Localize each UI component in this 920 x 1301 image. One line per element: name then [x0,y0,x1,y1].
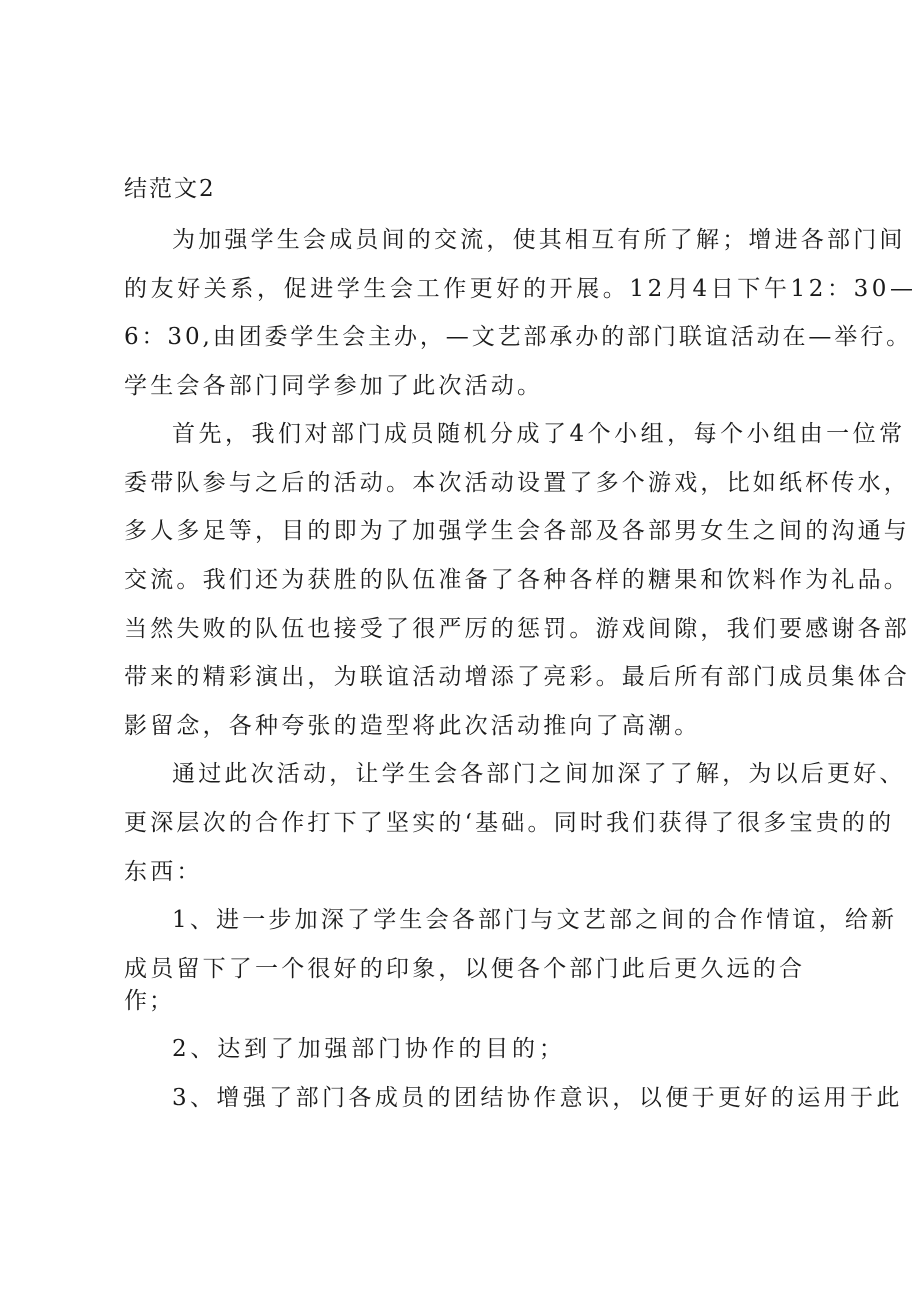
paragraph-2-line-5: 当然失败的队伍也接受了很严厉的惩罚。游戏间隙，我们要感谢各部 [124,616,910,642]
document-heading: 结范文2 [124,176,216,202]
list-item-3: 3、增强了部门各成员的团结协作意识，以便于更好的运用于此 [172,1085,903,1111]
list-item-1-line-2: 成员留下了一个很好的印象，以便各个部门此后更久远的合 [124,956,806,982]
paragraph-1-line-2: 的友好关系，促进学生会工作更好的开展。12月4日下午12：30— [124,276,917,302]
paragraph-3-line-1: 通过此次活动，让学生会各部门之间加深了了解，为以后更好、 [172,761,906,787]
paragraph-2-line-3: 多人多足等，目的即为了加强学生会各部及各部男女生之间的沟通与 [124,518,910,544]
paragraph-2-line-7: 影留念，各种夸张的造型将此次活动推向了高潮。 [124,713,701,739]
paragraph-2-line-6: 带来的精彩演出，为联谊活动增添了亮彩。最后所有部门成员集体合 [124,664,910,690]
paragraph-1-line-4: 学生会各部门同学参加了此次活动。 [124,373,544,399]
paragraph-1-line-3: 6：30,由团委学生会主办，—文艺部承办的部门联谊活动在—举行。 [124,324,913,350]
paragraph-2-line-2: 委带队参与之后的活动。本次活动设置了多个游戏，比如纸杯传水， [124,470,910,496]
list-item-1-line-1: 1、进一步加深了学生会各部门与文艺部之间的合作情谊，给新 [172,907,898,933]
paragraph-3-line-3: 东西： [124,859,203,885]
paragraph-3-line-2: 更深层次的合作打下了坚实的‘基础。同时我们获得了很多宝贵的的 [124,810,895,836]
paragraph-1-line-1: 为加强学生会成员间的交流，使其相互有所了解；增进各部门间 [172,227,906,253]
paragraph-2-line-4: 交流。我们还为获胜的队伍准备了各种各样的糖果和饮料作为礼品。 [124,567,910,593]
paragraph-2-line-1: 首先，我们对部门成员随机分成了4个小组，每个小组由一位常 [172,421,906,447]
list-item-2: 2、达到了加强部门协作的目的； [172,1036,566,1062]
list-item-1-line-3: 作； [124,988,174,1014]
